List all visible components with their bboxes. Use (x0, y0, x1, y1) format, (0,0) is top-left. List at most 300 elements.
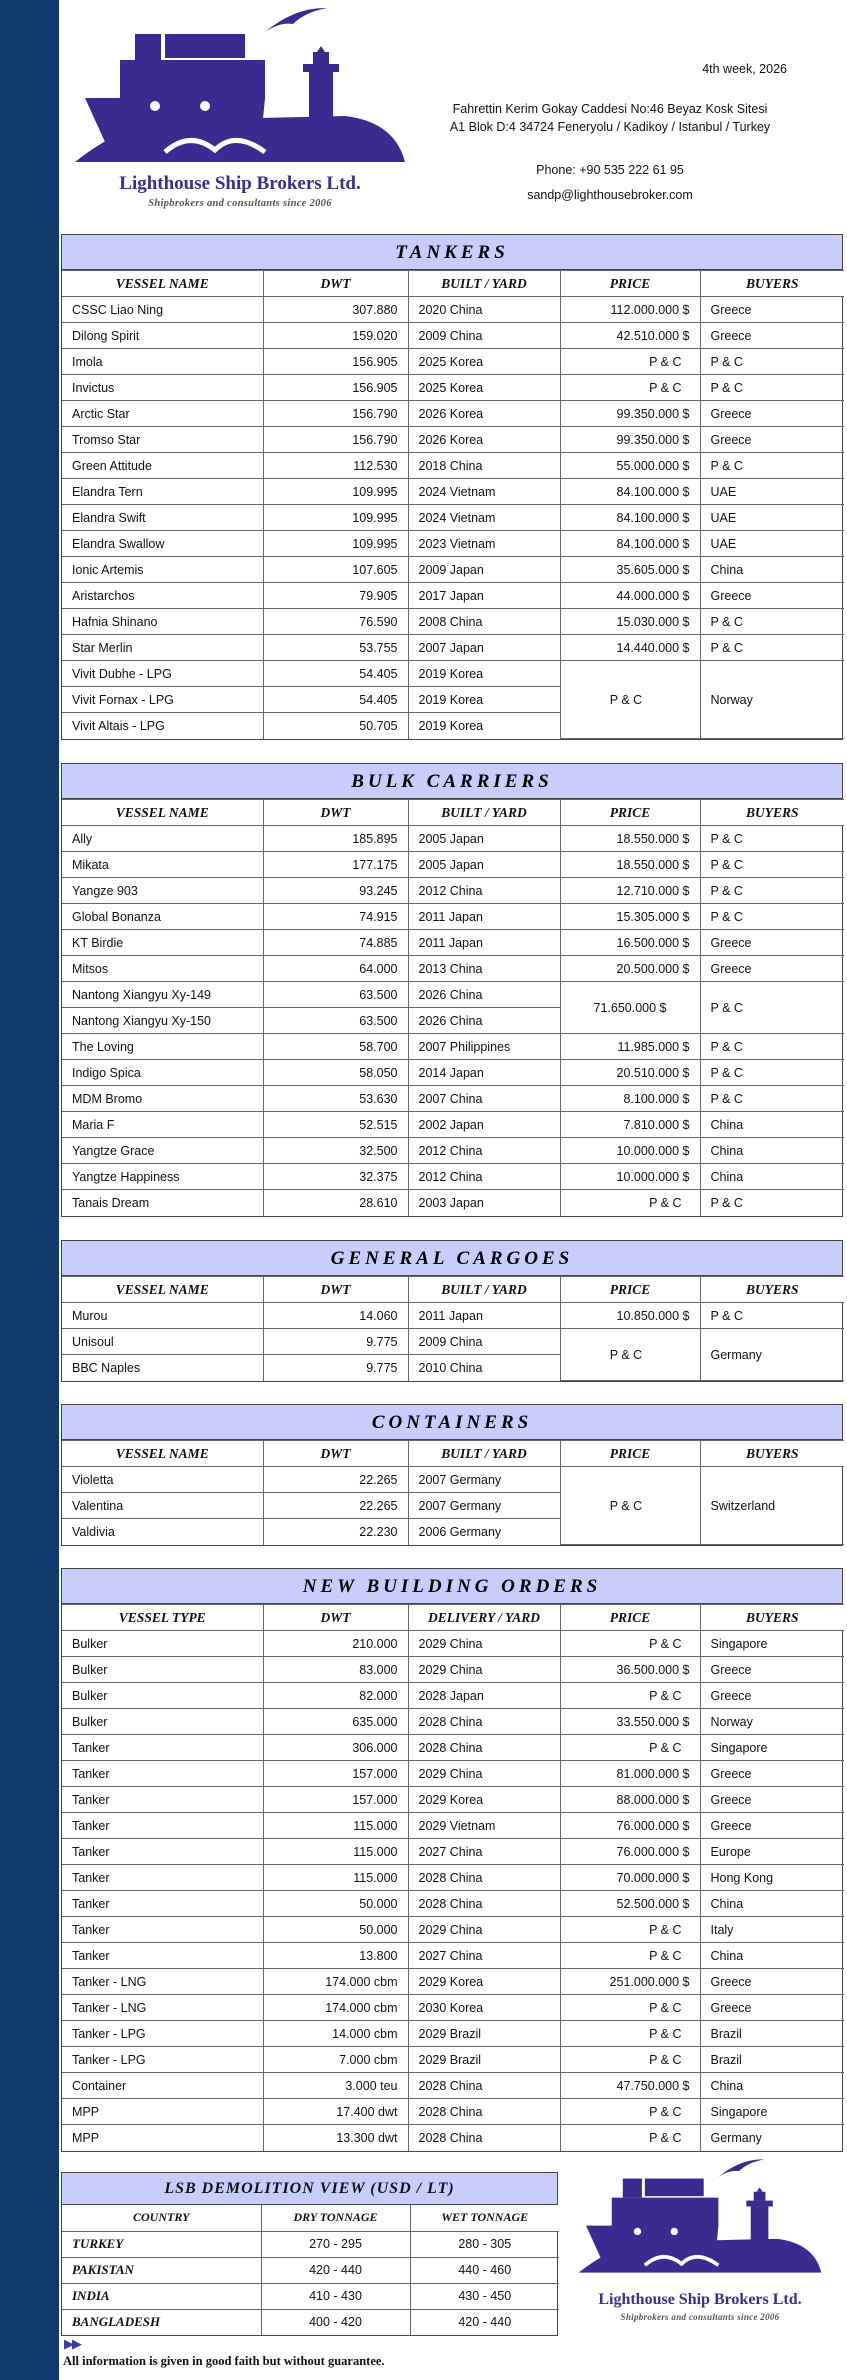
table-row (62, 1969, 844, 1995)
vessel-name: Valentina (62, 1493, 263, 1519)
table-row (62, 1995, 844, 2021)
dwt: 82.000 (263, 1683, 408, 1709)
dwt: 156.905 (263, 349, 408, 375)
price: 71.650.000 $ (560, 982, 700, 1034)
demolition-row (62, 2309, 559, 2335)
buyers: P & C (700, 609, 844, 635)
demolition-row (62, 2231, 559, 2257)
dwt: 54.405 (263, 687, 408, 713)
buyers: Greece (700, 930, 844, 956)
buyers: Greece (700, 583, 844, 609)
table-row (62, 349, 844, 375)
company-address (420, 100, 800, 136)
vessel-name: Bulker (62, 1631, 263, 1657)
dry-tonnage: 400 - 420 (261, 2309, 410, 2335)
dwt: 185.895 (263, 826, 408, 852)
price: P & C (560, 2021, 700, 2047)
price: 84.100.000 $ (560, 531, 700, 557)
company-logo (65, 2, 415, 214)
dwt: 53.755 (263, 635, 408, 661)
dwt: 156.905 (263, 375, 408, 401)
buyers: Greece (700, 401, 844, 427)
table-row (62, 930, 844, 956)
price: 7.810.000 $ (560, 1112, 700, 1138)
lighthouse-ship-logo-footer-icon (560, 2155, 840, 2280)
table-row (62, 1303, 844, 1329)
vessel-name: Nantong Xiangyu Xy-150 (62, 1008, 263, 1034)
table-row (62, 982, 844, 1008)
vessel-name: Yangze 903 (62, 878, 263, 904)
price: 88.000.000 $ (560, 1787, 700, 1813)
demolition-row (62, 2283, 559, 2309)
price: 10.000.000 $ (560, 1138, 700, 1164)
company-name: Lighthouse Ship Brokers Ltd. (119, 173, 361, 194)
built-yard: 2007 Germany (408, 1493, 560, 1519)
dwt: 22.230 (263, 1519, 408, 1545)
table-row (62, 2047, 844, 2073)
demolition-row (62, 2257, 559, 2283)
buyers: Singapore (700, 2099, 844, 2125)
demolition-table (62, 2205, 559, 2335)
section-table (62, 799, 844, 1216)
vessel-name: Mikata (62, 852, 263, 878)
table-row (62, 956, 844, 982)
address-line2: A1 Blok D:4 34724 Feneryolu / Kadikoy / Istanbul / Turkey (449, 120, 771, 134)
vessel-name: Tanker (62, 1787, 263, 1813)
built-yard: 2028 China (408, 1865, 560, 1891)
built-yard: 2014 Japan (408, 1060, 560, 1086)
dwt: 54.405 (263, 661, 408, 687)
built-yard: 2007 Philippines (408, 1034, 560, 1060)
built-yard: 2028 China (408, 2125, 560, 2151)
price: 11.985.000 $ (560, 1034, 700, 1060)
built-yard: 2029 Vietnam (408, 1813, 560, 1839)
dwt: 14.060 (263, 1303, 408, 1329)
built-yard: 2005 Japan (408, 852, 560, 878)
price: 99.350.000 $ (560, 401, 700, 427)
wet-tonnage: 280 - 305 (410, 2231, 559, 2257)
dwt: 210.000 (263, 1631, 408, 1657)
price: 81.000.000 $ (560, 1761, 700, 1787)
dwt: 76.590 (263, 609, 408, 635)
price: P & C (560, 2047, 700, 2073)
price: 16.500.000 $ (560, 930, 700, 956)
vessel-name: Dilong Spirit (62, 323, 263, 349)
price: 84.100.000 $ (560, 479, 700, 505)
built-yard: 2011 Japan (408, 1303, 560, 1329)
dwt: 64.000 (263, 956, 408, 982)
vessel-name: Tanker (62, 1813, 263, 1839)
vessel-name: Maria F (62, 1112, 263, 1138)
dwt: 159.020 (263, 323, 408, 349)
price: 76.000.000 $ (560, 1813, 700, 1839)
column-header: VESSEL NAME (62, 1277, 263, 1303)
dwt: 58.050 (263, 1060, 408, 1086)
report-week: 4th week, 2026 (702, 62, 787, 76)
column-header: BUYERS (700, 1441, 844, 1467)
disclaimer: All information is given in good faith but without guarantee. (63, 2354, 385, 2368)
vessel-name: Ally (62, 826, 263, 852)
vessel-name: Vivit Dubhe - LPG (62, 661, 263, 687)
dry-tonnage: 270 - 295 (261, 2231, 410, 2257)
country: INDIA (62, 2283, 261, 2309)
buyers: P & C (700, 375, 844, 401)
buyers: Norway (700, 661, 844, 739)
price: 18.550.000 $ (560, 852, 700, 878)
built-yard: 2029 Korea (408, 1787, 560, 1813)
section-title: GENERAL CARGOES (62, 1241, 842, 1276)
built-yard: 2026 Korea (408, 427, 560, 453)
buyers: P & C (700, 982, 844, 1034)
built-yard: 2002 Japan (408, 1112, 560, 1138)
price: P & C (560, 661, 700, 739)
dwt: 157.000 (263, 1787, 408, 1813)
table-row (62, 1329, 844, 1355)
dwt: 74.885 (263, 930, 408, 956)
table-row (62, 427, 844, 453)
vessel-name: Imola (62, 349, 263, 375)
dwt: 7.000 cbm (263, 2047, 408, 2073)
dwt: 115.000 (263, 1865, 408, 1891)
price: P & C (560, 1683, 700, 1709)
buyers: UAE (700, 531, 844, 557)
dwt: 22.265 (263, 1467, 408, 1493)
price: P & C (560, 1917, 700, 1943)
price: P & C (560, 1190, 700, 1216)
built-yard: 2011 Japan (408, 930, 560, 956)
buyers: P & C (700, 852, 844, 878)
vessel-name: Tanker (62, 1917, 263, 1943)
column-header: VESSEL TYPE (62, 1605, 263, 1631)
buyers: Europe (700, 1839, 844, 1865)
buyers: Hong Kong (700, 1865, 844, 1891)
dwt: 63.500 (263, 982, 408, 1008)
vessel-name: Container (62, 2073, 263, 2099)
column-header: DELIVERY / YARD (408, 1605, 560, 1631)
vessel-name: Star Merlin (62, 635, 263, 661)
vessel-name: Tanker - LPG (62, 2021, 263, 2047)
built-yard: 2028 China (408, 1709, 560, 1735)
section-title: BULK CARRIERS (62, 764, 842, 799)
table-row (62, 609, 844, 635)
buyers: Greece (700, 427, 844, 453)
price: 76.000.000 $ (560, 1839, 700, 1865)
table-row (62, 826, 844, 852)
vessel-name: CSSC Liao Ning (62, 297, 263, 323)
table-row (62, 904, 844, 930)
price: 20.500.000 $ (560, 956, 700, 982)
price: P & C (560, 1943, 700, 1969)
built-yard: 2005 Japan (408, 826, 560, 852)
column-header: VESSEL NAME (62, 800, 263, 826)
table-row (62, 453, 844, 479)
table-row (62, 297, 844, 323)
dwt: 112.530 (263, 453, 408, 479)
vessel-name: Tanais Dream (62, 1190, 263, 1216)
price: P & C (560, 2125, 700, 2151)
country: BANGLADESH (62, 2309, 261, 2335)
dry-tonnage: 410 - 430 (261, 2283, 410, 2309)
company-phone: Phone: +90 535 222 61 95 (536, 163, 684, 177)
built-yard: 2029 China (408, 1917, 560, 1943)
vessel-name: Tanker - LNG (62, 1995, 263, 2021)
country: TURKEY (62, 2231, 261, 2257)
buyers: P & C (700, 1303, 844, 1329)
price: 36.500.000 $ (560, 1657, 700, 1683)
table-row (62, 1787, 844, 1813)
dwt: 32.500 (263, 1138, 408, 1164)
table-row (62, 323, 844, 349)
table-row (62, 878, 844, 904)
price: 251.000.000 $ (560, 1969, 700, 1995)
buyers: Germany (700, 2125, 844, 2151)
price: 44.000.000 $ (560, 583, 700, 609)
built-yard: 2030 Korea (408, 1995, 560, 2021)
table-row (62, 852, 844, 878)
vessel-name: Mitsos (62, 956, 263, 982)
price: 10.000.000 $ (560, 1164, 700, 1190)
vessel-name: Ionic Artemis (62, 557, 263, 583)
dwt: 3.000 teu (263, 2073, 408, 2099)
price: P & C (560, 1467, 700, 1545)
buyers: Greece (700, 1787, 844, 1813)
table-row (62, 479, 844, 505)
wet-tonnage: 440 - 460 (410, 2257, 559, 2283)
buyers: P & C (700, 904, 844, 930)
demolition-column-header: COUNTRY (62, 2205, 261, 2231)
table-row (62, 1709, 844, 1735)
dwt: 177.175 (263, 852, 408, 878)
section-1 (61, 763, 843, 1217)
table-row (62, 1467, 844, 1493)
built-yard: 2029 Brazil (408, 2021, 560, 2047)
table-row (62, 1839, 844, 1865)
buyers: P & C (700, 1060, 844, 1086)
buyers: China (700, 1112, 844, 1138)
vessel-name: Yangtze Happiness (62, 1164, 263, 1190)
dwt: 53.630 (263, 1086, 408, 1112)
buyers: China (700, 1138, 844, 1164)
table-row (62, 2099, 844, 2125)
built-yard: 2003 Japan (408, 1190, 560, 1216)
dwt: 635.000 (263, 1709, 408, 1735)
built-yard: 2011 Japan (408, 904, 560, 930)
buyers: UAE (700, 505, 844, 531)
built-yard: 2012 China (408, 1138, 560, 1164)
price: 15.305.000 $ (560, 904, 700, 930)
built-yard: 2012 China (408, 1164, 560, 1190)
vessel-name: Tanker (62, 1761, 263, 1787)
vessel-name: Bulker (62, 1657, 263, 1683)
built-yard: 2010 China (408, 1355, 560, 1381)
section-title: TANKERS (62, 235, 842, 270)
buyers: P & C (700, 1086, 844, 1112)
built-yard: 2029 Korea (408, 1969, 560, 1995)
dwt: 156.790 (263, 401, 408, 427)
buyers: UAE (700, 479, 844, 505)
column-header: DWT (263, 1605, 408, 1631)
dwt: 109.995 (263, 479, 408, 505)
demolition-column-header: WET TONNAGE (410, 2205, 559, 2231)
table-row (62, 1865, 844, 1891)
price: 15.030.000 $ (560, 609, 700, 635)
table-row (62, 1164, 844, 1190)
built-yard: 2028 China (408, 1735, 560, 1761)
built-yard: 2027 China (408, 1839, 560, 1865)
table-row (62, 1943, 844, 1969)
buyers: Switzerland (700, 1467, 844, 1545)
vessel-name: Tanker - LPG (62, 2047, 263, 2073)
buyers: Greece (700, 1995, 844, 2021)
buyers: Greece (700, 1813, 844, 1839)
column-header: PRICE (560, 800, 700, 826)
demolition-table-section (61, 2172, 558, 2336)
sidebar-banner (0, 0, 59, 2380)
buyers: P & C (700, 453, 844, 479)
table-row (62, 1086, 844, 1112)
buyers: P & C (700, 878, 844, 904)
vessel-name: Elandra Swallow (62, 531, 263, 557)
built-yard: 2024 Vietnam (408, 505, 560, 531)
vessel-name: Aristarchos (62, 583, 263, 609)
dwt: 109.995 (263, 505, 408, 531)
column-header: BUYERS (700, 1277, 844, 1303)
built-yard: 2019 Korea (408, 713, 560, 739)
table-row (62, 1657, 844, 1683)
built-yard: 2027 China (408, 1943, 560, 1969)
built-yard: 2028 China (408, 1891, 560, 1917)
price: 42.510.000 $ (560, 323, 700, 349)
footer-company-name: Lighthouse Ship Brokers Ltd. (598, 2291, 802, 2308)
vessel-name: Murou (62, 1303, 263, 1329)
table-row (62, 1631, 844, 1657)
table-row (62, 1683, 844, 1709)
dry-tonnage: 420 - 440 (261, 2257, 410, 2283)
vessel-name: Tanker (62, 1865, 263, 1891)
demolition-title: LSB DEMOLITION VIEW (USD / LT) (62, 2173, 557, 2205)
wet-tonnage: 420 - 440 (410, 2309, 559, 2335)
vessel-name: Indigo Spica (62, 1060, 263, 1086)
built-yard: 2012 China (408, 878, 560, 904)
table-row (62, 401, 844, 427)
price: 55.000.000 $ (560, 453, 700, 479)
buyers: Greece (700, 323, 844, 349)
table-row (62, 2073, 844, 2099)
table-row (62, 583, 844, 609)
price: 18.550.000 $ (560, 826, 700, 852)
buyers: P & C (700, 1034, 844, 1060)
built-yard: 2026 China (408, 982, 560, 1008)
built-yard: 2029 China (408, 1761, 560, 1787)
dwt: 13.300 dwt (263, 2125, 408, 2151)
built-yard: 2019 Korea (408, 661, 560, 687)
price: P & C (560, 1735, 700, 1761)
buyers: Greece (700, 1969, 844, 1995)
column-header: BUILT / YARD (408, 271, 560, 297)
dwt: 50.705 (263, 713, 408, 739)
dwt: 83.000 (263, 1657, 408, 1683)
table-row (62, 1190, 844, 1216)
dwt: 156.790 (263, 427, 408, 453)
vessel-name: Global Bonanza (62, 904, 263, 930)
dwt: 63.500 (263, 1008, 408, 1034)
vessel-name: Invictus (62, 375, 263, 401)
built-yard: 2019 Korea (408, 687, 560, 713)
vessel-name: Unisoul (62, 1329, 263, 1355)
arrow-markers-icon: ▶▶ (64, 2336, 80, 2351)
built-yard: 2026 Korea (408, 401, 560, 427)
wet-tonnage: 430 - 450 (410, 2283, 559, 2309)
price: 52.500.000 $ (560, 1891, 700, 1917)
vessel-name: Tanker (62, 1839, 263, 1865)
price: P & C (560, 1631, 700, 1657)
price: 112.000.000 $ (560, 297, 700, 323)
built-yard: 2018 China (408, 453, 560, 479)
column-header: DWT (263, 271, 408, 297)
buyers: Germany (700, 1329, 844, 1381)
company-slogan: Shipbrokers and consultants since 2006 (148, 198, 332, 209)
vessel-name: Vivit Fornax - LPG (62, 687, 263, 713)
dwt: 22.265 (263, 1493, 408, 1519)
column-header: BUYERS (700, 1605, 844, 1631)
dwt: 174.000 cbm (263, 1995, 408, 2021)
price: 8.100.000 $ (560, 1086, 700, 1112)
buyers: Greece (700, 297, 844, 323)
buyers: Singapore (700, 1735, 844, 1761)
table-row (62, 557, 844, 583)
table-row (62, 505, 844, 531)
built-yard: 2007 Japan (408, 635, 560, 661)
vessel-name: Green Attitude (62, 453, 263, 479)
price: P & C (560, 2099, 700, 2125)
section-4 (61, 1568, 843, 2152)
table-row (62, 531, 844, 557)
dwt: 107.605 (263, 557, 408, 583)
buyers: Greece (700, 1683, 844, 1709)
built-yard: 2029 China (408, 1657, 560, 1683)
dwt: 9.775 (263, 1329, 408, 1355)
price: 70.000.000 $ (560, 1865, 700, 1891)
table-row (62, 375, 844, 401)
price: P & C (560, 1995, 700, 2021)
vessel-name: Arctic Star (62, 401, 263, 427)
buyers: P & C (700, 349, 844, 375)
dwt: 50.000 (263, 1917, 408, 1943)
column-header: PRICE (560, 1605, 700, 1631)
buyers: P & C (700, 826, 844, 852)
built-yard: 2028 China (408, 2073, 560, 2099)
dwt: 115.000 (263, 1839, 408, 1865)
vessel-name: Tromso Star (62, 427, 263, 453)
column-header: DWT (263, 800, 408, 826)
table-row (62, 1735, 844, 1761)
section-table (62, 1604, 844, 2151)
built-yard: 2007 China (408, 1086, 560, 1112)
vessel-name: Valdivia (62, 1519, 263, 1545)
buyers: China (700, 557, 844, 583)
dwt: 157.000 (263, 1761, 408, 1787)
column-header: VESSEL NAME (62, 1441, 263, 1467)
country: PAKISTAN (62, 2257, 261, 2283)
price: 33.550.000 $ (560, 1709, 700, 1735)
vessel-name: The Loving (62, 1034, 263, 1060)
dwt: 28.610 (263, 1190, 408, 1216)
built-yard: 2007 Germany (408, 1467, 560, 1493)
company-email[interactable]: sandp@lighthousebroker.com (527, 188, 693, 202)
price: 20.510.000 $ (560, 1060, 700, 1086)
column-header: BUILT / YARD (408, 800, 560, 826)
built-yard: 2006 Germany (408, 1519, 560, 1545)
